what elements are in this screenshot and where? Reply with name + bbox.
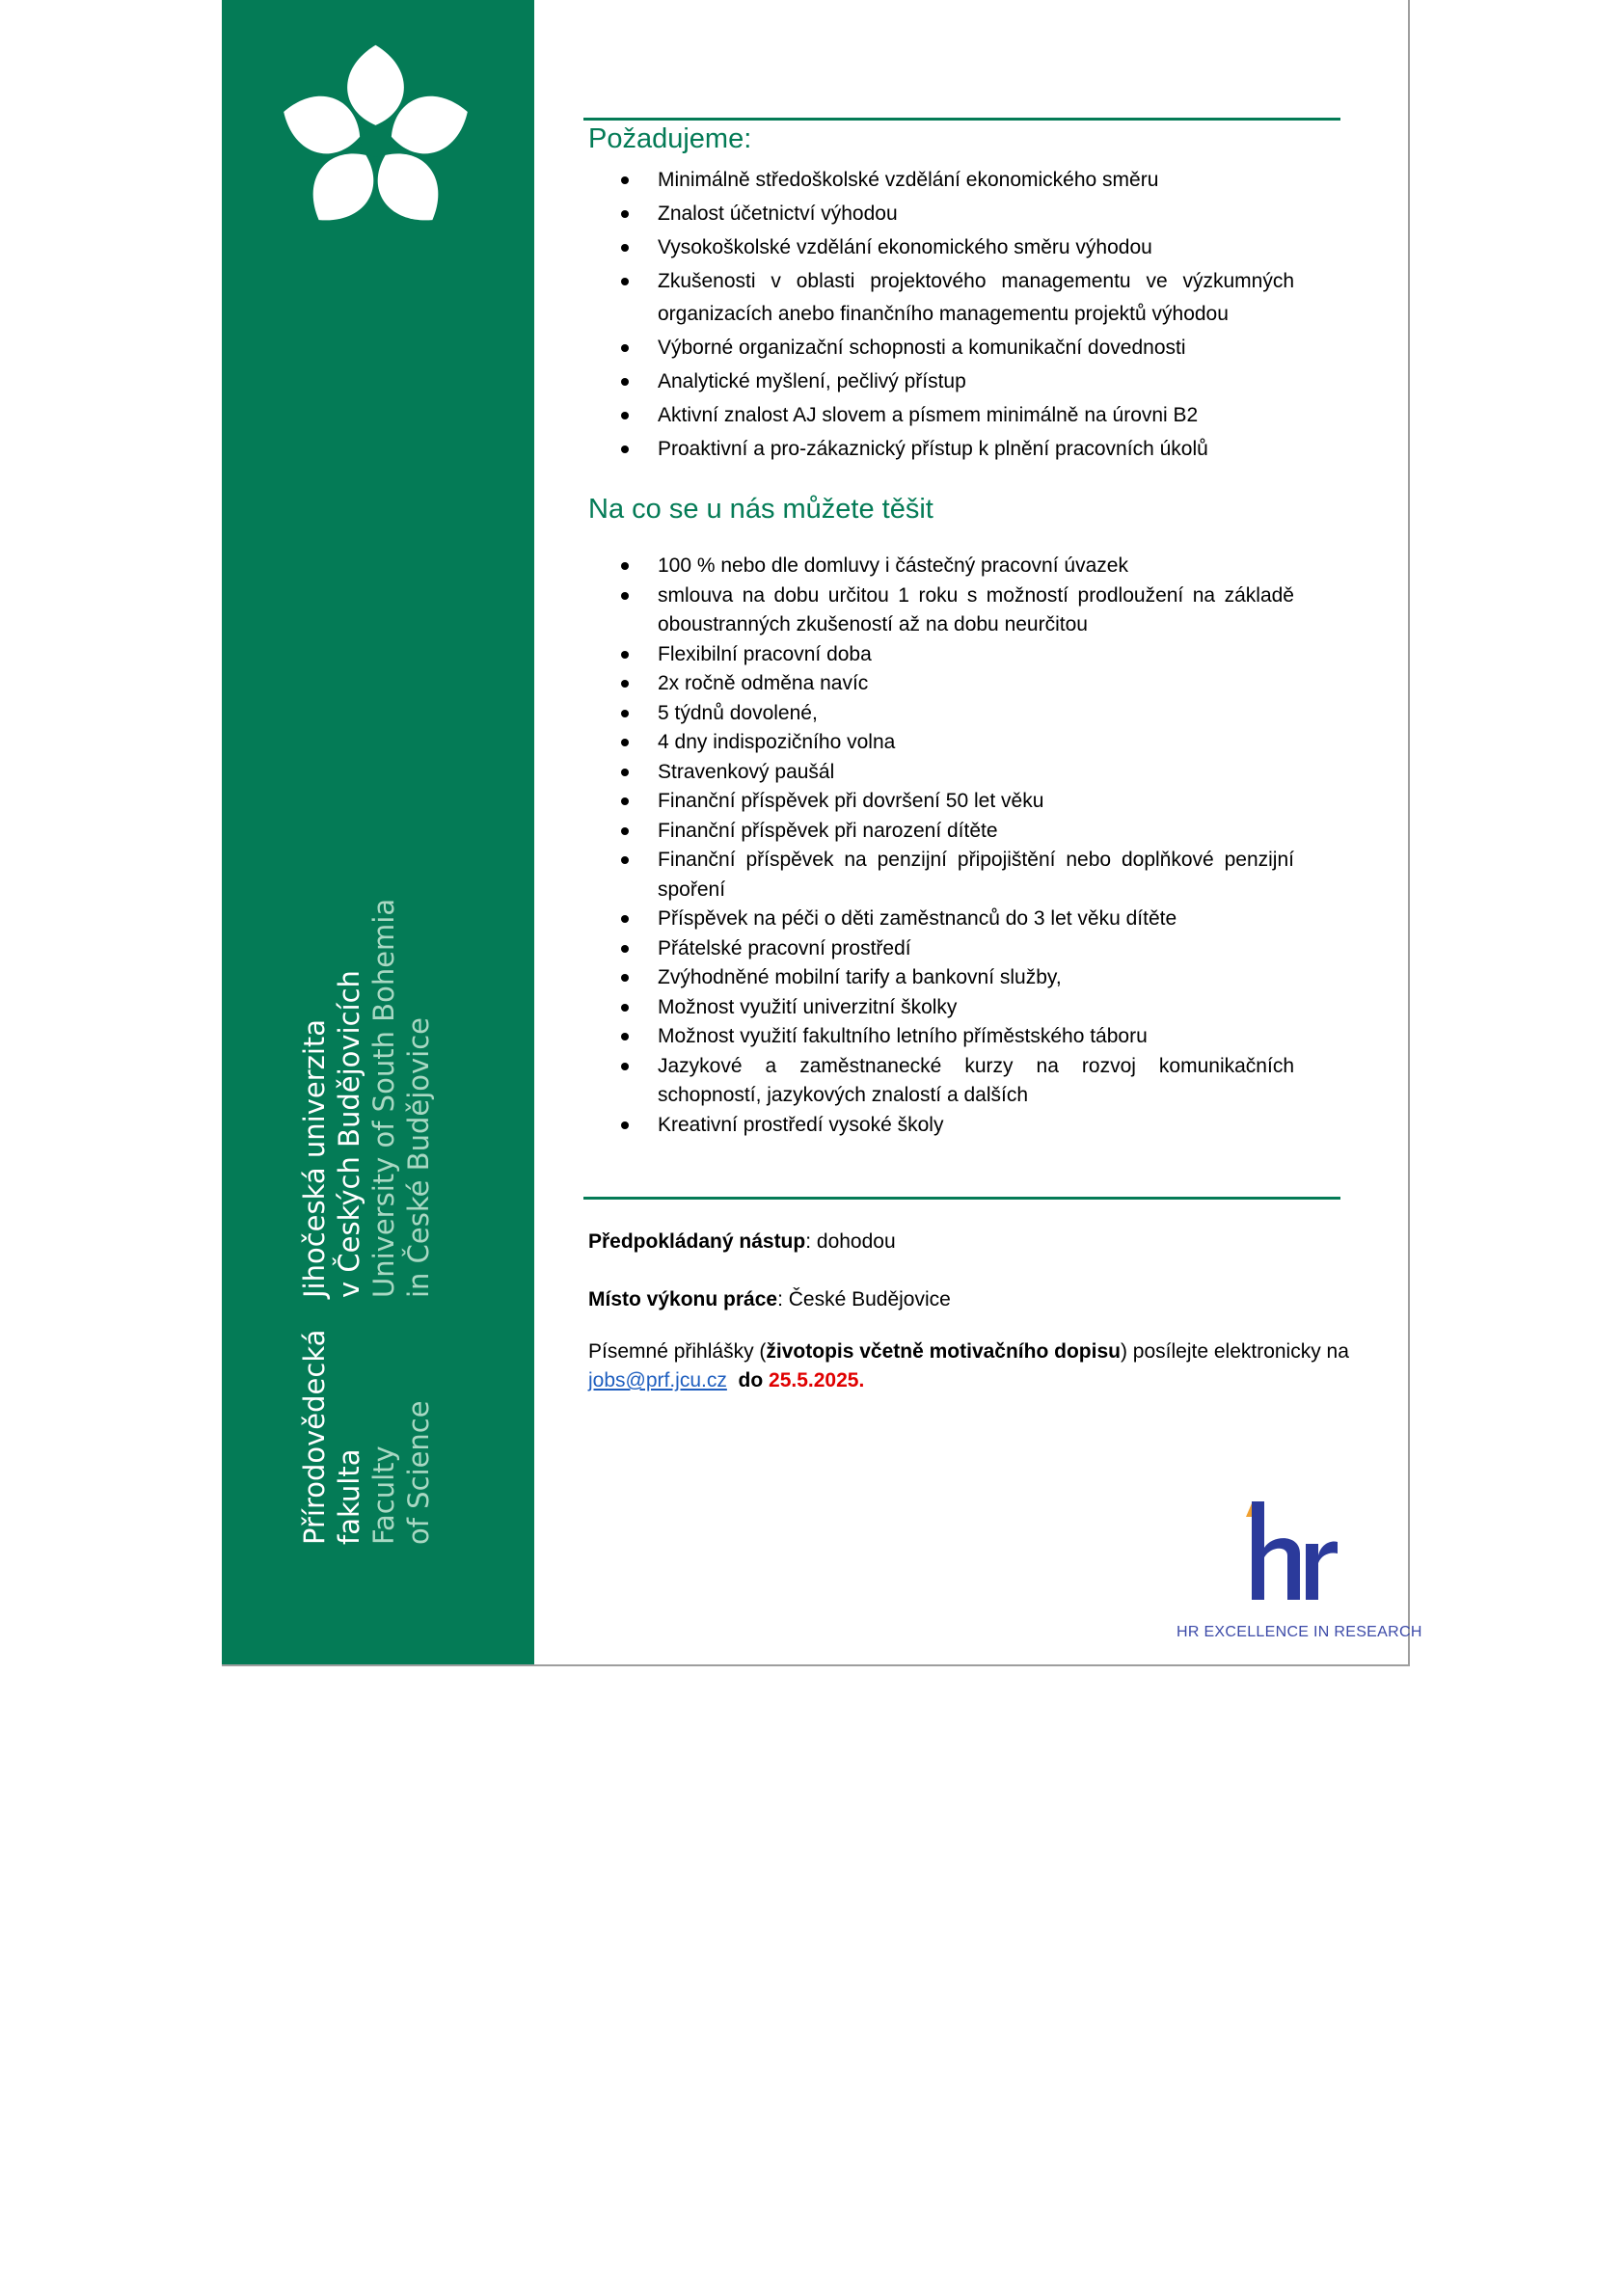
- university-cz-line1: Jihočeská univerzita: [298, 1018, 331, 1298]
- benefits-list: [619, 552, 1294, 1140]
- start-date-value: : dohodou: [805, 1230, 896, 1253]
- list-item: Flexibilní pracovní doba: [619, 640, 1294, 670]
- list-item: Kreativní prostředí vysoké školy: [619, 1111, 1294, 1141]
- university-name-en: [366, 899, 436, 1298]
- faculty-name-cz: [297, 1330, 366, 1545]
- start-date-line: [588, 1228, 1350, 1256]
- requirements-heading: Požadujeme:: [588, 123, 752, 154]
- list-item: 100 % nebo dle domluvy i částečný pracovní úvazek: [619, 552, 1294, 581]
- list-item: Znalost účetnictví výhodou: [619, 198, 1294, 230]
- requirements-list: [619, 164, 1294, 467]
- deadline-date: 25.5.2025.: [769, 1369, 865, 1391]
- start-date-label: Předpokládaný nástup: [588, 1230, 806, 1253]
- list-item: Možnost využití fakultního letního příměstského táboru: [619, 1022, 1294, 1052]
- list-item: Jazykové a zaměstnanecké kurzy na rozvoj komunikačních schopností, jazykových znalostí a dalších: [619, 1052, 1294, 1111]
- list-item: Finanční příspěvek na penzijní připojištění nebo doplňkové penzijní spoření: [619, 846, 1294, 905]
- top-divider: [583, 118, 1340, 121]
- list-item: Minimálně středoškolské vzdělání ekonomického směru: [619, 164, 1294, 197]
- list-item: Přátelské pracovní prostředí: [619, 934, 1294, 964]
- deadline-prefix: do: [738, 1369, 764, 1391]
- faculty-en-line1: Faculty: [367, 1445, 400, 1545]
- hr-excellence-caption: HR EXCELLENCE IN RESEARCH: [1177, 1624, 1422, 1640]
- workplace-label: Místo výkonu práce: [588, 1288, 778, 1310]
- faculty-cz-line2: fakulta: [333, 1448, 365, 1545]
- university-flower-logo-icon: [272, 41, 479, 243]
- list-item: Analytické myšlení, pečlivý přístup: [619, 365, 1294, 398]
- job-posting-page: [222, 0, 1422, 1666]
- list-item: smlouva na dobu určitou 1 roku s možností prodloužení na základě oboustranných zkušeností až na dobu neurčitou: [619, 581, 1294, 640]
- list-item: Proaktivní a pro-zákaznický přístup k plnění pracovních úkolů: [619, 433, 1294, 466]
- faculty-cz-line1: Přírodovědecká: [298, 1329, 331, 1545]
- list-item: Aktivní znalost AJ slovem a písmem minimálně na úrovni B2: [619, 399, 1294, 432]
- university-en-line2: in České Budějovice: [402, 1016, 435, 1298]
- application-documents: životopis včetně motivačního dopisu: [766, 1340, 1121, 1363]
- list-item: Možnost využití univerzitní školky: [619, 993, 1294, 1023]
- list-item: Příspěvek na péči o děti zaměstnanců do 3 let věku dítěte: [619, 905, 1294, 934]
- application-text-2: ) posílejte elektronicky na: [1120, 1340, 1349, 1363]
- faculty-en-line2: of Science: [402, 1400, 435, 1545]
- list-item: 5 týdnů dovolené,: [619, 699, 1294, 729]
- bottom-divider: [583, 1197, 1340, 1200]
- sidebar-green-band: [222, 0, 534, 1664]
- list-item: Finanční příspěvek při narození dítěte: [619, 817, 1294, 847]
- list-item: 4 dny indispozičního volna: [619, 728, 1294, 758]
- list-item: Zkušenosti v oblasti projektového managementu ve výzkumných organizacích anebo finančního managementu projektů výhodou: [619, 265, 1294, 331]
- university-name-cz: [297, 970, 366, 1298]
- application-text-1: Písemné přihlášky (: [588, 1340, 767, 1363]
- email-link[interactable]: jobs@prf.jcu.cz: [588, 1369, 727, 1391]
- university-cz-line2: v Českých Budějovicích: [333, 970, 365, 1298]
- list-item: 2x ročně odměna navíc: [619, 669, 1294, 699]
- list-item: Zvýhodněné mobilní tarify a bankovní služby,: [619, 963, 1294, 993]
- university-en-line1: University of South Bohemia: [367, 898, 400, 1298]
- list-item: Výborné organizační schopnosti a komunikační dovednosti: [619, 332, 1294, 365]
- application-paragraph: [588, 1337, 1350, 1395]
- list-item: Vysokoškolské vzdělání ekonomického směru výhodou: [619, 231, 1294, 264]
- faculty-name-en: [366, 1400, 436, 1545]
- workplace-value: : České Budějovice: [777, 1288, 951, 1310]
- hr-excellence-logo-icon: [1244, 1499, 1340, 1606]
- list-item: Stravenkový paušál: [619, 758, 1294, 788]
- workplace-line: [588, 1285, 1350, 1314]
- benefits-heading: Na co se u nás můžete těšit: [588, 494, 933, 525]
- list-item: Finanční příspěvek při dovršení 50 let věku: [619, 787, 1294, 817]
